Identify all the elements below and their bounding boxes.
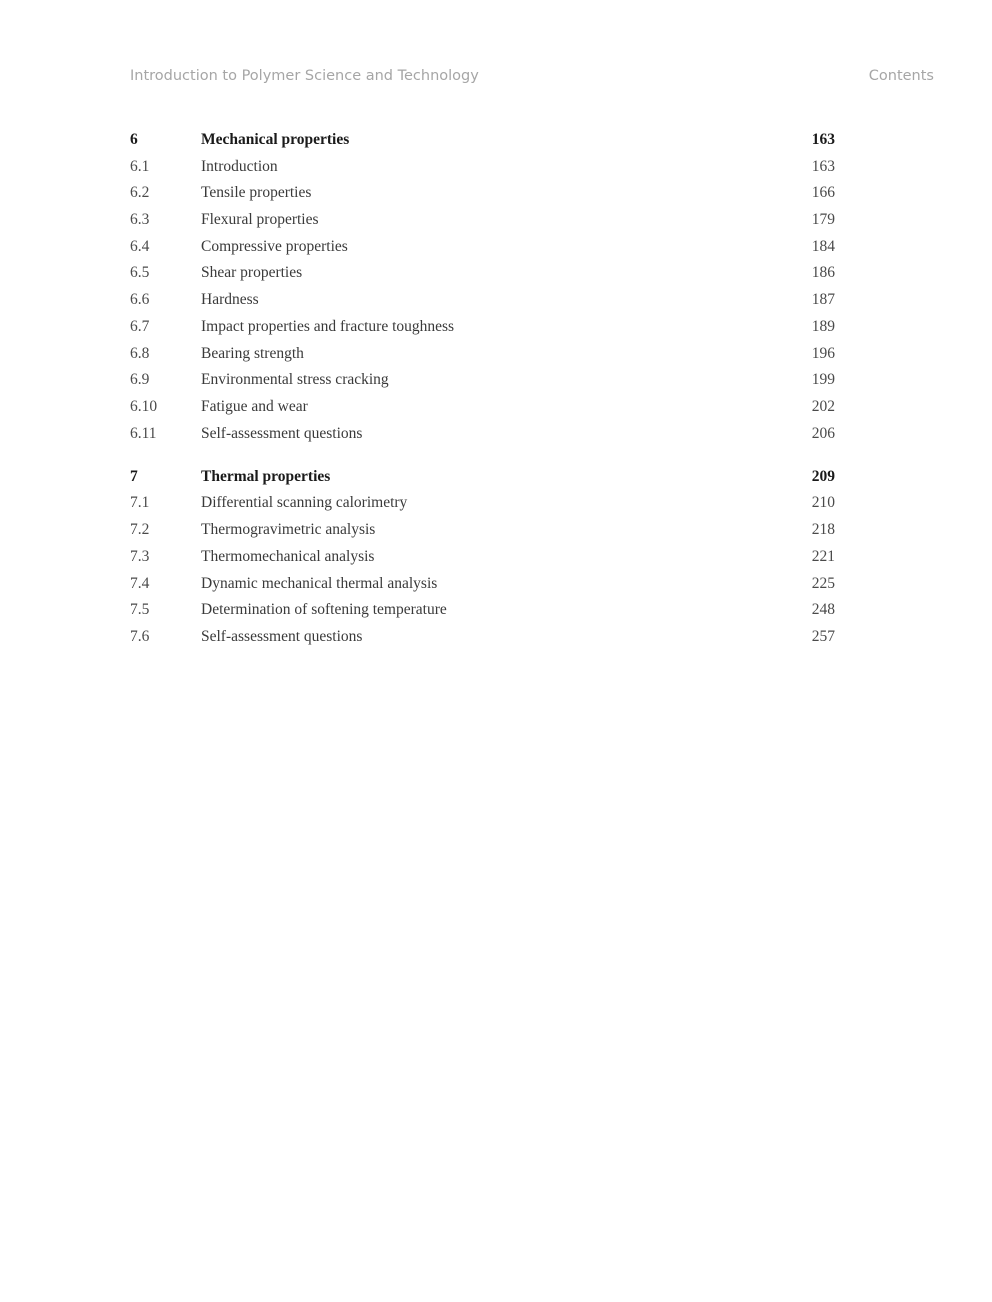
- section-title: Contents: [868, 68, 934, 84]
- section-number: 6.7: [130, 317, 150, 335]
- section-title: Environmental stress cracking: [201, 371, 389, 389]
- chapter-title: Mechanical properties: [201, 131, 350, 148]
- toc-entry[interactable]: [130, 234, 835, 261]
- section-page: 225: [811, 574, 835, 592]
- section-number: 7.3: [130, 547, 150, 565]
- section-number: 7.2: [130, 521, 150, 539]
- section-number: 6.10: [130, 397, 158, 415]
- section-number: 7.4: [130, 574, 150, 592]
- section-title: Impact properties and fracture toughness: [201, 317, 455, 335]
- toc-entry[interactable]: [130, 517, 835, 544]
- chapter-title: Thermal properties: [201, 467, 331, 485]
- section-number: 6.1: [130, 157, 150, 175]
- section-title: Thermomechanical analysis: [201, 547, 375, 565]
- toc-entry[interactable]: [130, 154, 835, 181]
- section-number: 7.6: [130, 627, 150, 645]
- section-page: 187: [811, 291, 835, 309]
- section-page: 189: [811, 317, 835, 335]
- section-number: 6.3: [130, 211, 150, 229]
- section-page: 184: [811, 237, 835, 255]
- chapter-number: 7: [130, 467, 138, 485]
- toc-chapter-heading[interactable]: [130, 464, 835, 491]
- toc-entry[interactable]: [130, 597, 835, 624]
- chapter-page: 163: [811, 131, 835, 148]
- section-page: 206: [811, 424, 835, 442]
- section-number: 7.1: [130, 494, 150, 512]
- table-of-contents: [130, 127, 835, 651]
- section-title: Flexural properties: [201, 211, 319, 229]
- section-page: 221: [811, 547, 835, 565]
- section-page: 166: [811, 184, 835, 202]
- section-title: Self-assessment questions: [201, 627, 363, 645]
- section-title: Dynamic mechanical thermal analysis: [201, 574, 438, 592]
- section-number: 6.4: [130, 237, 150, 255]
- toc-entry[interactable]: [130, 207, 835, 234]
- section-title: Bearing strength: [201, 344, 304, 362]
- section-page: 199: [811, 371, 835, 389]
- toc-entry[interactable]: [130, 544, 835, 571]
- section-page: 210: [811, 494, 835, 512]
- running-header: [130, 68, 934, 84]
- section-number: 6.5: [130, 264, 150, 282]
- section-page: 202: [811, 397, 835, 415]
- section-number: 6.8: [130, 344, 150, 362]
- toc-chapter-6: [130, 127, 835, 447]
- toc-entry[interactable]: [130, 260, 835, 287]
- toc-entry[interactable]: [130, 421, 835, 448]
- section-title: Fatigue and wear: [201, 397, 308, 415]
- section-page: 196: [811, 344, 835, 362]
- section-title: Introduction: [201, 157, 278, 175]
- toc-entry[interactable]: [130, 341, 835, 368]
- toc-entry[interactable]: [130, 367, 835, 394]
- section-title: Determination of softening temperature: [201, 601, 447, 619]
- section-title: Self-assessment questions: [201, 424, 363, 442]
- chapter-page: 209: [811, 467, 835, 485]
- section-title: Shear properties: [201, 264, 303, 282]
- section-number: 6.11: [130, 424, 157, 442]
- toc-entry[interactable]: [130, 180, 835, 207]
- section-title: Thermogravimetric analysis: [201, 521, 376, 539]
- section-page: 179: [811, 211, 835, 229]
- section-number: 6.2: [130, 184, 150, 202]
- toc-entry[interactable]: [130, 571, 835, 598]
- section-number: 7.5: [130, 601, 150, 619]
- section-number: 6.6: [130, 291, 150, 309]
- toc-entry[interactable]: [130, 624, 835, 651]
- section-page: 218: [811, 521, 835, 539]
- section-page: 257: [811, 627, 835, 645]
- section-title: Differential scanning calorimetry: [201, 494, 408, 512]
- section-page: 248: [811, 601, 835, 619]
- section-title: Compressive properties: [201, 237, 348, 255]
- toc-entry[interactable]: [130, 287, 835, 314]
- toc-chapter-heading[interactable]: [130, 127, 835, 154]
- section-page: 186: [811, 264, 835, 282]
- toc-chapter-7: [130, 464, 835, 651]
- toc-entry[interactable]: [130, 394, 835, 421]
- section-title: Hardness: [201, 291, 259, 309]
- section-title: Tensile properties: [201, 184, 312, 202]
- toc-entry[interactable]: [130, 490, 835, 517]
- chapter-number: 6: [130, 131, 138, 148]
- book-title: Introduction to Polymer Science and Technology: [130, 68, 479, 84]
- section-page: 163: [811, 157, 835, 175]
- section-number: 6.9: [130, 371, 150, 389]
- toc-entry[interactable]: [130, 314, 835, 341]
